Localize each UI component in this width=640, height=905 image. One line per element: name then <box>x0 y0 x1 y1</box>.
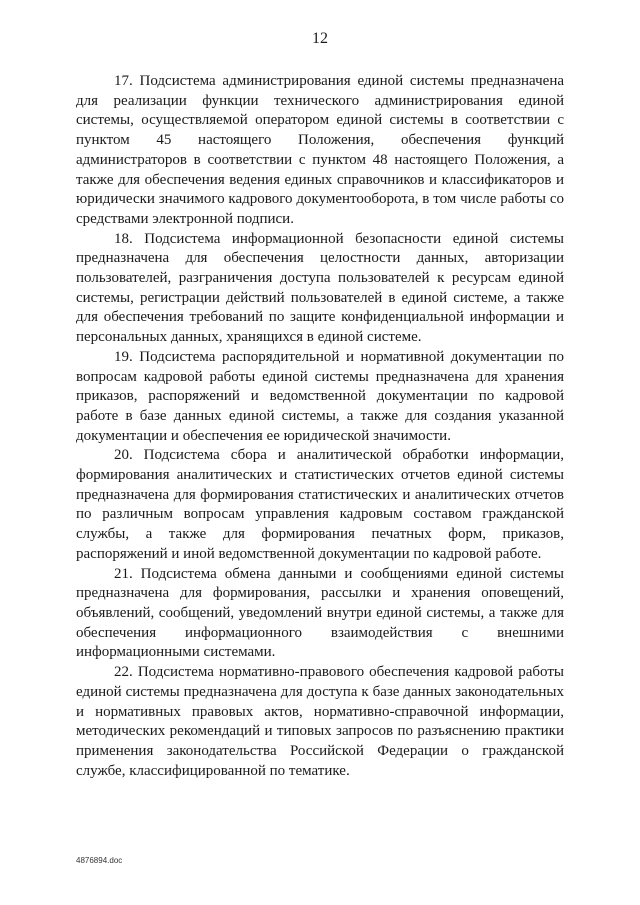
paragraph-19: 19. Подсистема распорядительной и нормативной документации по вопросам кадровой работы единой системы предназначена для хранения приказов, распоряжений и ведомственной документации по кадровой работе в базе данных единой системы, а также для создания указанной документации и обеспечения ее юридической значимости. <box>76 348 564 444</box>
paragraph-22: 22. Подсистема нормативно-правового обеспечения кадровой работы единой системы предназначена для доступа к базе данных законодательных и нормативных правовых актов, нормативно-справочной информации, методических рекомендаций и типовых запросов по разъяснению практики применения законодательства Российской Федерации о гражданской службе, классифицированной по тематике. <box>76 664 564 779</box>
paragraph-20: 20. Подсистема сбора и аналитической обработки информации, формирования аналитических и статистических отчетов единой системы предназначена для формирования статистических и аналитических отчетов по различным вопросам управления кадровым составом гражданской службы, а также для формирования печатных форм, приказов, распоряжений и иной ведомственной документации по кадровой работе. <box>76 447 564 562</box>
paragraph-17: 17. Подсистема администрирования единой системы предназначена для реализации функции технического администрирования единой системы, осуществляемой оператором единой системы в соответствии с пунктом 45 настоящего Положения, обеспечения функций администраторов в соответствии с пунктом 48 настоящего Положения, а также для обеспечения ведения единых справочников и классификаторов и юридически значимого кадрового документооборота, в том числе работы со средствами электронной подписи. <box>76 73 564 227</box>
page-number: 12 <box>312 30 328 47</box>
paragraph-18: 18. Подсистема информационной безопасности единой системы предназначена для обеспечения целостности данных, авторизации пользователей, разграничения доступа пользователей к ресурсам единой системы, регистрации действий пользователей в единой системе, а также для обеспечения требований по защите конфиденциальной информации и персональных данных, хранящихся в единой системе. <box>76 230 564 346</box>
document-body <box>76 72 564 781</box>
paragraph-21: 21. Подсистема обмена данными и сообщениями единой системы предназначена для формирования, рассылки и хранения оповещений, объявлений, сообщений, уведомлений внутри единой системы, а также для обеспечения информационного взаимодействия с внешними информационными системами. <box>76 565 564 661</box>
document-file-code: 4876894.doc <box>76 856 123 865</box>
